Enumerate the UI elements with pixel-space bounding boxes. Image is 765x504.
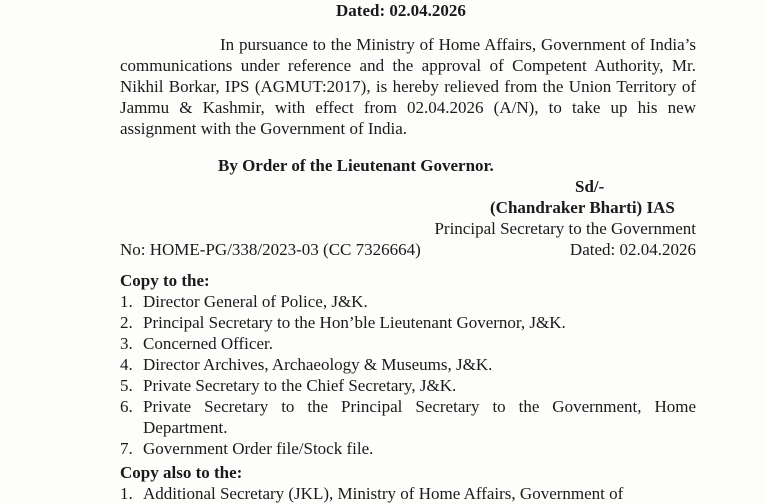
order-body-paragraph: In pursuance to the Ministry of Home Affairs, Government of India’s communications under reference and the approval of Competent Authority, Mr. Nikhil Borkar, IPS (AGMUT:2017), is hereby relieved from the Union Territory of Jammu & Kashmir, with effect from 02.04.2026 (A/N), to take up his new assignment with the Government of India. xyxy=(120,35,696,138)
list-item xyxy=(120,483,696,504)
list-item xyxy=(120,354,696,375)
item-text: Private Secretary to the Principal Secretary to the Government, Home Department. xyxy=(143,397,696,437)
item-number: 2. xyxy=(120,313,133,332)
list-item xyxy=(120,312,696,333)
signatory-name: (Chandraker Bharti) IAS xyxy=(490,198,675,217)
item-number: 1. xyxy=(120,292,133,311)
copy-also-to-heading: Copy also to the: xyxy=(120,463,243,482)
reference-date: Dated: 02.04.2026 xyxy=(569,240,696,259)
item-text: Additional Secretary (JKL), Ministry of Home Affairs, Government of xyxy=(143,484,624,503)
item-text: Concerned Officer. xyxy=(143,334,273,353)
list-item xyxy=(120,375,696,396)
order-date: Dated: 02.04.2026 xyxy=(336,1,466,20)
item-text: Director Archives, Archaeology & Museums, J&K. xyxy=(143,355,493,374)
list-item xyxy=(120,396,696,438)
item-number: 5. xyxy=(120,376,133,395)
item-number: 4. xyxy=(120,355,133,374)
item-text: Private Secretary to the Chief Secretary, J&K. xyxy=(143,376,457,395)
copy-to-list xyxy=(120,291,696,459)
signature-sd: Sd/- xyxy=(575,177,605,196)
list-item xyxy=(120,291,696,312)
signatory-designation: Principal Secretary to the Government xyxy=(434,219,696,238)
item-text: Principal Secretary to the Hon’ble Lieutenant Governor, J&K. xyxy=(143,313,566,332)
list-item xyxy=(120,333,696,354)
item-text: Government Order file/Stock file. xyxy=(143,439,374,458)
item-text: Director General of Police, J&K. xyxy=(143,292,368,311)
item-number: 7. xyxy=(120,439,133,458)
item-number: 6. xyxy=(120,397,133,416)
item-number: 3. xyxy=(120,334,133,353)
by-order-line: By Order of the Lieutenant Governor. xyxy=(218,156,494,175)
copy-to-heading: Copy to the: xyxy=(120,271,210,290)
item-number: 1. xyxy=(120,484,133,503)
copy-also-to-list xyxy=(120,483,696,504)
reference-number: No: HOME-PG/338/2023-03 (CC 7326664) xyxy=(120,240,421,259)
list-item xyxy=(120,438,696,459)
